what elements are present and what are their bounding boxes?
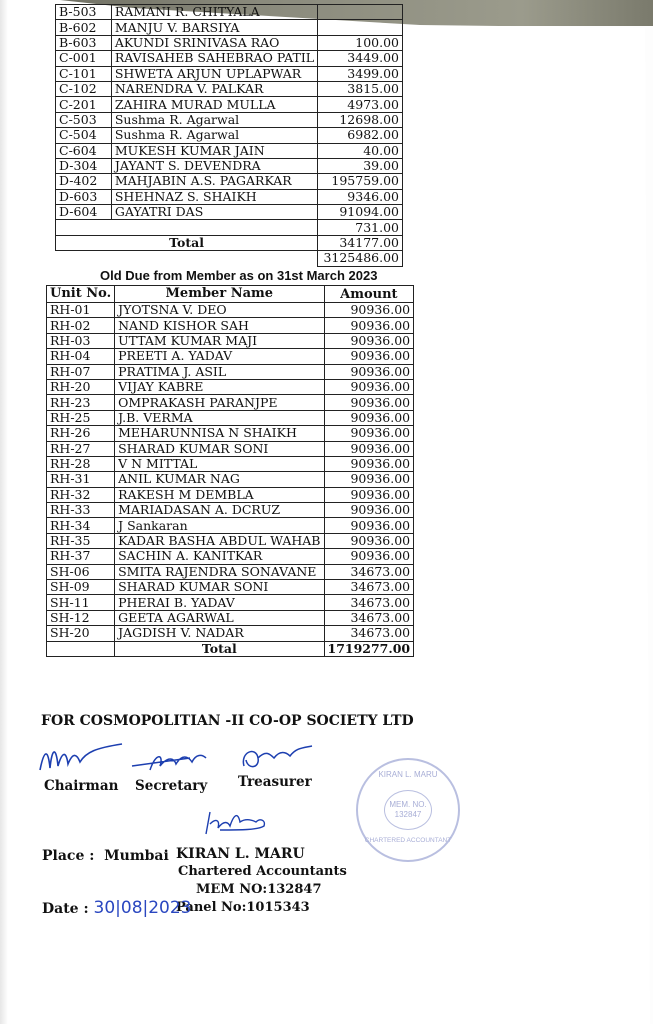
member-name-cell-text: GAYATRI DAS	[114, 204, 204, 220]
member-name-cell	[115, 364, 324, 379]
table-row	[47, 610, 414, 625]
unit-no-cell	[47, 610, 115, 625]
member-name-cell	[111, 143, 317, 158]
amount-cell-text: 90936.00	[350, 409, 411, 425]
table-row	[47, 564, 414, 579]
amount-cell-text: 39.00	[363, 158, 399, 174]
total-label: Total	[115, 641, 324, 656]
unit-no-cell	[56, 112, 112, 127]
member-name-cell	[115, 395, 324, 410]
amount-cell-text: 3449.00	[347, 50, 399, 66]
table-row	[47, 549, 414, 564]
unit-no-cell-text: D-304	[59, 158, 98, 174]
table-row	[56, 20, 403, 35]
amount-cell	[324, 395, 414, 410]
unit-no-cell-text: RH-32	[50, 486, 91, 502]
unit-no-cell-text: C-101	[59, 65, 97, 81]
amount-cell	[318, 66, 403, 81]
member-name-cell	[111, 189, 317, 204]
amount-cell	[324, 364, 414, 379]
unit-no-cell-text: RH-04	[50, 348, 91, 364]
chairman-label: Chairman	[44, 778, 119, 794]
amount-cell	[324, 610, 414, 625]
amount-cell-text: 34673.00	[350, 579, 411, 595]
table-row	[47, 349, 414, 364]
table-row	[56, 128, 403, 143]
unit-no-cell-text: RH-03	[50, 332, 91, 348]
member-name-cell	[115, 472, 324, 487]
table-header-row	[47, 286, 414, 303]
stamp-bottom-text: CHARTERED ACCOUNTANT	[364, 837, 452, 844]
unit-no-cell	[47, 580, 115, 595]
grand-total-cell-text: 3125486.00	[323, 250, 399, 266]
amount-cell	[318, 205, 403, 220]
unit-no-cell	[47, 564, 115, 579]
amount-cell-text: 731.00	[355, 219, 399, 235]
unit-no-cell-text: RH-26	[50, 425, 91, 441]
grand-total-cell	[318, 251, 403, 266]
amount-cell-text: 90936.00	[350, 425, 411, 441]
unit-no-cell	[56, 143, 112, 158]
member-name-cell	[111, 66, 317, 81]
unit-no-cell-text: RH-37	[50, 548, 91, 564]
member-name-cell-text: MANJU V. BARSIYA	[114, 19, 240, 35]
unit-no-cell	[56, 128, 112, 143]
amount-cell-text: 4973.00	[347, 96, 399, 112]
member-name-cell-text: SMITA RAJENDRA SONAVANE	[118, 563, 317, 579]
table-row	[47, 441, 414, 456]
secretary-label: Secretary	[135, 778, 208, 794]
member-name-cell	[115, 564, 324, 579]
member-name-cell	[115, 333, 324, 348]
header-unit-no: Unit No.	[47, 286, 115, 303]
unit-no-cell-text: C-001	[59, 50, 97, 66]
amount-cell	[324, 441, 414, 456]
table-row	[47, 533, 414, 548]
date-line	[42, 898, 192, 919]
member-name-cell-text: UTTAM KUMAR MAJI	[118, 332, 258, 348]
member-name-cell	[111, 35, 317, 50]
amount-cell	[318, 112, 403, 127]
amount-cell-text: 3815.00	[347, 81, 399, 97]
unit-no-cell	[56, 205, 112, 220]
amount-cell-text: 90936.00	[350, 548, 411, 564]
amount-cell	[318, 20, 403, 35]
unit-no-cell	[56, 189, 112, 204]
table-row	[47, 318, 414, 333]
auditor-signature-icon	[200, 808, 270, 838]
amount-cell	[318, 220, 403, 235]
treasurer-signature-icon	[236, 742, 316, 774]
unit-no-cell-text: RH-31	[50, 471, 91, 487]
member-name-cell	[111, 112, 317, 127]
total-label: Total	[56, 235, 318, 250]
blank-cell	[56, 220, 318, 235]
treasurer-label: Treasurer	[238, 774, 312, 790]
table-row	[56, 174, 403, 189]
member-name-cell	[111, 128, 317, 143]
member-name-cell-text: SHEHNAZ S. SHAIKH	[114, 188, 257, 204]
table-row	[47, 333, 414, 348]
unit-no-cell-text: C-504	[59, 127, 97, 143]
place-label: Place :	[42, 848, 95, 864]
amount-cell-text: 90936.00	[350, 456, 411, 472]
unit-no-cell	[56, 51, 112, 66]
amount-cell	[324, 426, 414, 441]
member-name-cell-text: ZAHIRA MURAD MULLA	[114, 96, 276, 112]
member-name-cell	[115, 410, 324, 425]
member-name-cell	[111, 81, 317, 96]
unit-no-cell-text: B-503	[59, 4, 97, 20]
amount-cell-text: 6982.00	[347, 127, 399, 143]
amount-cell	[318, 51, 403, 66]
auditor-title: Chartered Accountants	[178, 864, 347, 879]
unit-no-cell-text: B-602	[59, 19, 97, 35]
amount-cell	[324, 349, 414, 364]
unit-no-cell-text: RH-07	[50, 363, 91, 379]
member-name-cell	[115, 595, 324, 610]
amount-cell-text: 40.00	[363, 142, 399, 158]
unit-no-cell-text: RH-35	[50, 533, 91, 549]
amount-cell-text: 100.00	[355, 34, 399, 50]
member-name-cell	[115, 610, 324, 625]
date-value: 30|08|2023	[93, 898, 192, 918]
society-name: FOR COSMOPOLITIAN -II CO-OP SOCIETY LTD	[41, 713, 414, 729]
amount-cell-text: 90936.00	[350, 348, 411, 364]
amount-cell	[324, 379, 414, 394]
table-row	[47, 595, 414, 610]
table-row	[47, 626, 414, 641]
amount-cell-text: 34673.00	[350, 625, 411, 641]
member-name-cell	[115, 379, 324, 394]
table-row	[47, 426, 414, 441]
amount-cell-text: 90936.00	[350, 302, 411, 318]
unit-no-cell	[47, 503, 115, 518]
unit-no-cell	[56, 20, 112, 35]
amount-cell	[318, 5, 403, 20]
amount-cell-text: 90936.00	[350, 363, 411, 379]
member-name-cell-text: PRATIMA J. ASIL	[118, 363, 227, 379]
member-name-cell	[115, 533, 324, 548]
chairman-signature-icon	[36, 740, 126, 776]
ca-stamp	[356, 758, 460, 862]
unit-no-cell	[47, 441, 115, 456]
member-name-cell	[111, 158, 317, 173]
amount-cell-text: 90936.00	[350, 517, 411, 533]
unit-no-cell-text: SH-09	[50, 579, 90, 595]
unit-no-cell-text: D-604	[59, 204, 98, 220]
member-name-cell	[115, 318, 324, 333]
auditor-panel-no: Panel No:1015343	[176, 900, 310, 915]
member-name-cell-text: MARIADASAN A. DCRUZ	[118, 502, 281, 518]
unit-no-cell	[56, 5, 112, 20]
member-name-cell-text: RAKESH M DEMBLA	[118, 486, 254, 502]
unit-no-cell-text: C-604	[59, 142, 97, 158]
amount-cell	[324, 487, 414, 502]
amount-cell-text: 90936.00	[350, 379, 411, 395]
amount-cell	[324, 503, 414, 518]
table-row	[47, 518, 414, 533]
total-row	[56, 235, 403, 250]
member-name-cell	[111, 97, 317, 112]
amount-cell	[324, 318, 414, 333]
table-row	[56, 51, 403, 66]
stamp-center	[384, 790, 432, 830]
member-name-cell	[115, 441, 324, 456]
unit-no-cell	[47, 533, 115, 548]
member-name-cell	[115, 518, 324, 533]
amount-cell-text: 12698.00	[339, 111, 399, 127]
unit-no-cell	[47, 410, 115, 425]
member-name-cell	[111, 205, 317, 220]
member-name-cell-text: PREETI A. YADAV	[118, 348, 233, 364]
member-name-cell	[115, 549, 324, 564]
member-name-cell	[115, 303, 324, 318]
member-name-cell	[115, 426, 324, 441]
header-member-name: Member Name	[115, 286, 324, 303]
amount-cell-text: 90936.00	[350, 440, 411, 456]
unit-no-cell	[56, 97, 112, 112]
unit-no-cell	[47, 395, 115, 410]
header-amount: Amount	[324, 286, 414, 303]
member-name-cell-text: MEHARUNNISA N SHAIKH	[118, 425, 297, 441]
member-name-cell-text: RAVISAHEB SAHEBRAO PATIL	[114, 50, 315, 66]
unit-no-cell	[47, 549, 115, 564]
unit-no-cell	[47, 303, 115, 318]
unit-no-cell-text: SH-06	[50, 563, 90, 579]
member-name-cell-text: J.B. VERMA	[118, 409, 193, 425]
amount-cell	[324, 456, 414, 471]
dues-table-continued	[55, 4, 403, 267]
unit-no-cell-text: RH-02	[50, 317, 91, 333]
amount-cell-text: 9346.00	[347, 188, 399, 204]
amount-cell	[318, 97, 403, 112]
table-row	[56, 112, 403, 127]
date-label: Date :	[42, 901, 89, 917]
amount-cell-text: 34673.00	[350, 610, 411, 625]
member-name-cell-text: PHERAI B. YADAV	[118, 594, 235, 610]
table-row	[56, 158, 403, 173]
amount-cell	[318, 189, 403, 204]
amount-cell-text: 90936.00	[350, 332, 411, 348]
member-name-cell-text: SHARAD KUMAR SONI	[118, 440, 269, 456]
table-row	[56, 189, 403, 204]
unit-no-cell-text: RH-25	[50, 409, 91, 425]
member-name-cell-text: MAHJABIN A.S. PAGARKAR	[114, 173, 292, 189]
member-name-cell-text: GEETA AGARWAL	[118, 610, 234, 625]
unit-no-cell	[47, 349, 115, 364]
old-dues-table	[46, 285, 414, 657]
grand-total-row	[56, 251, 403, 266]
unit-no-cell	[47, 379, 115, 394]
table-row	[56, 81, 403, 96]
table-row	[47, 364, 414, 379]
member-name-cell-text: KADAR BASHA ABDUL WAHAB	[118, 533, 321, 549]
member-name-cell-text: RAMANI R. CHITYALA	[114, 4, 260, 20]
member-name-cell-text: MUKESH KUMAR JAIN	[114, 142, 265, 158]
table-row	[56, 143, 403, 158]
amount-cell	[324, 472, 414, 487]
member-name-cell	[115, 349, 324, 364]
amount-cell	[318, 128, 403, 143]
amount-cell	[324, 410, 414, 425]
unit-no-cell	[47, 456, 115, 471]
amount-cell	[324, 303, 414, 318]
unit-no-cell	[47, 595, 115, 610]
unit-no-cell	[56, 174, 112, 189]
table-row	[47, 580, 414, 595]
member-name-cell	[111, 5, 317, 20]
member-name-cell	[111, 20, 317, 35]
amount-cell	[324, 549, 414, 564]
member-name-cell-text: JYOTSNA V. DEO	[118, 302, 227, 318]
member-name-cell	[115, 456, 324, 471]
amount-cell-text: 90936.00	[350, 533, 411, 549]
unit-no-cell-text: RH-20	[50, 379, 91, 395]
place-value: Mumbai	[104, 848, 169, 864]
place-line	[42, 848, 169, 865]
amount-cell	[318, 143, 403, 158]
blank-cell	[56, 251, 318, 266]
member-name-cell-text: NAND KISHOR SAH	[118, 317, 249, 333]
amount-cell	[318, 35, 403, 50]
unit-no-cell-text: C-201	[59, 96, 97, 112]
member-name-cell	[111, 174, 317, 189]
amount-cell-text: 90936.00	[350, 317, 411, 333]
member-name-cell-text: NARENDRA V. PALKAR	[114, 81, 264, 97]
auditor-mem-no: MEM NO:132847	[196, 882, 322, 897]
stamp-top-text: KIRAN L. MARU	[378, 770, 438, 779]
table-row	[47, 487, 414, 502]
table-row	[47, 456, 414, 471]
amount-cell-text: 195759.00	[331, 173, 399, 189]
unit-no-cell	[47, 487, 115, 502]
table-row	[47, 472, 414, 487]
member-name-cell-text: V N MITTAL	[118, 456, 198, 472]
amount-cell	[324, 533, 414, 548]
table-row	[56, 5, 403, 20]
table-row	[56, 220, 403, 235]
amount-cell	[324, 595, 414, 610]
amount-cell-text: 90936.00	[350, 394, 411, 410]
member-name-cell-text: J Sankaran	[118, 517, 188, 533]
old-due-heading: Old Due from Member as on 31st March 2023	[100, 268, 378, 283]
member-name-cell	[115, 580, 324, 595]
table-row	[56, 66, 403, 81]
unit-no-cell	[56, 66, 112, 81]
member-name-cell-text: VIJAY KABRE	[118, 379, 204, 395]
table-row	[56, 205, 403, 220]
unit-no-cell-text: RH-23	[50, 394, 91, 410]
member-name-cell-text: AKUNDI SRINIVASA RAO	[114, 34, 280, 50]
unit-no-cell	[47, 518, 115, 533]
member-name-cell-text: SHARAD KUMAR SONI	[118, 579, 269, 595]
amount-cell	[324, 518, 414, 533]
blank-cell	[47, 641, 115, 656]
unit-no-cell-text: C-503	[59, 111, 97, 127]
member-name-cell-text: JAYANT S. DEVENDRA	[114, 158, 261, 174]
member-name-cell	[115, 487, 324, 502]
amount-cell-text: 91094.00	[339, 204, 399, 220]
unit-no-cell	[47, 472, 115, 487]
unit-no-cell	[56, 158, 112, 173]
unit-no-cell	[47, 318, 115, 333]
member-name-cell	[115, 626, 324, 641]
unit-no-cell-text: RH-27	[50, 440, 91, 456]
unit-no-cell-text: C-102	[59, 81, 97, 97]
amount-cell	[324, 333, 414, 348]
unit-no-cell	[47, 426, 115, 441]
unit-no-cell-text: D-402	[59, 173, 98, 189]
member-name-cell	[115, 503, 324, 518]
amount-cell-text: 34673.00	[350, 563, 411, 579]
member-name-cell-text: ANIL KUMAR NAG	[118, 471, 240, 487]
unit-no-cell-text: B-603	[59, 34, 97, 50]
unit-no-cell-text: SH-11	[50, 594, 90, 610]
amount-cell-text: 34673.00	[350, 594, 411, 610]
amount-cell	[318, 158, 403, 173]
amount-cell-text: 90936.00	[350, 471, 411, 487]
table-row	[56, 35, 403, 50]
unit-no-cell-text: D-603	[59, 188, 98, 204]
member-name-cell-text: OMPRAKASH PARANJPE	[118, 394, 278, 410]
unit-no-cell	[56, 81, 112, 96]
table-row	[47, 379, 414, 394]
table-row	[47, 503, 414, 518]
unit-no-cell	[47, 333, 115, 348]
member-name-cell-text: JAGDISH V. NADAR	[118, 625, 244, 641]
member-name-cell-text: Sushma R. Agarwal	[114, 111, 240, 127]
unit-no-cell-text: RH-28	[50, 456, 91, 472]
member-name-cell	[111, 51, 317, 66]
table-row	[47, 303, 414, 318]
amount-cell-text: 90936.00	[350, 486, 411, 502]
table-row	[47, 395, 414, 410]
total-amount-cell	[318, 235, 403, 250]
amount-cell-text: 3499.00	[347, 65, 399, 81]
stamp-center-number: 132847	[394, 810, 422, 819]
unit-no-cell-text: SH-20	[50, 625, 90, 641]
member-name-cell-text: SACHIN A. KANITKAR	[118, 548, 263, 564]
amount-cell	[324, 564, 414, 579]
unit-no-cell-text: RH-01	[50, 302, 91, 318]
auditor-name: KIRAN L. MARU	[176, 846, 305, 862]
unit-no-cell-text: SH-12	[50, 610, 90, 625]
amount-cell	[318, 174, 403, 189]
page-edge-shadow	[0, 0, 8, 1024]
amount-cell	[324, 626, 414, 641]
secretary-signature-icon	[130, 744, 210, 776]
total-amount-cell-text: 1719277.00	[327, 640, 411, 656]
table-row	[47, 410, 414, 425]
total-amount-cell	[324, 641, 414, 656]
stamp-center-label: MEM. NO.	[389, 800, 427, 809]
unit-no-cell-text: RH-34	[50, 517, 91, 533]
total-row	[47, 641, 414, 656]
total-amount-cell-text: 34177.00	[339, 235, 399, 251]
amount-cell	[318, 81, 403, 96]
unit-no-cell	[47, 364, 115, 379]
member-name-cell-text: SHWETA ARJUN UPLAPWAR	[114, 65, 302, 81]
amount-cell-text: 90936.00	[350, 502, 411, 518]
unit-no-cell-text: RH-33	[50, 502, 91, 518]
table-row	[56, 97, 403, 112]
unit-no-cell	[56, 35, 112, 50]
amount-cell	[324, 580, 414, 595]
unit-no-cell	[47, 626, 115, 641]
member-name-cell-text: Sushma R. Agarwal	[114, 127, 240, 143]
